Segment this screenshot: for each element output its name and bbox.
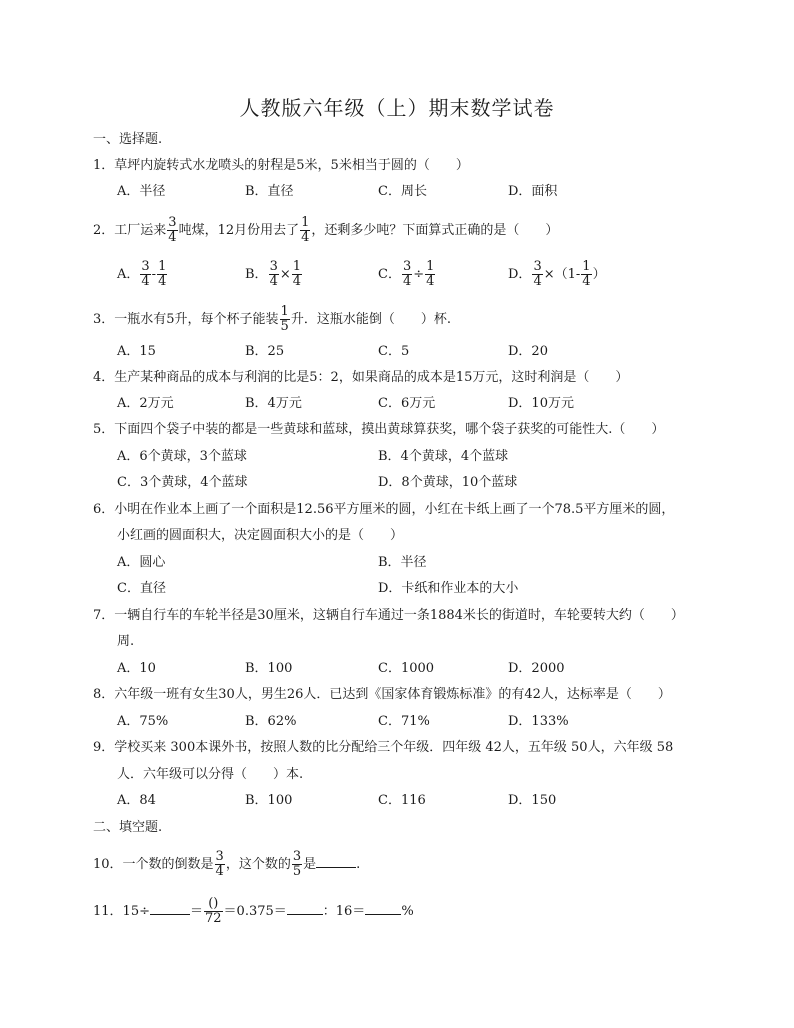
question-7-line-1: 7．一辆自行车的车轮半径是30厘米，这辆自行车通过一条1884米长的街道时，车轮要转大约（ ） (93, 608, 684, 623)
question-9-line-1: 9．学校买来 300本课外书，按照人数的比分配给三个年级．四年级 42人，五年级 50人，六年级 58 (93, 740, 674, 755)
section-fill-heading: 二、填空题. (93, 820, 163, 835)
q3-text-pre: 3．一瓶水有5升，每个杯子能装 (93, 312, 279, 327)
section-choice-heading: 一、选择题. (93, 132, 163, 147)
q7-option-c: C．1000 (378, 661, 435, 676)
q4-option-b: B．4万元 (245, 396, 302, 411)
question-11 (93, 897, 414, 926)
q6-option-a: A．圆心 (117, 555, 166, 570)
q11-fraction: $\frac{()}{72}$ (205, 896, 222, 926)
q8-option-c: C．71% (378, 714, 430, 729)
question-9-line-2: 人．六年级可以分得（ ）本. (117, 767, 304, 782)
q10-fraction-1: $\frac{3}{4}$ (215, 849, 224, 879)
q2-text-post: ，还剩多少吨？下面算式正确的是（ ） (311, 223, 559, 238)
q2-option-b: B． $\frac{3}{4}$ × $\frac{1}{4}$ (245, 259, 302, 289)
q7-option-d: D．2000 (508, 661, 565, 676)
q4-option-c: C．6万元 (378, 396, 436, 411)
question-7-line-2: 周. (117, 634, 135, 649)
q9-option-b: B．100 (245, 793, 293, 808)
q7-option-a: A．10 (117, 661, 156, 676)
q1-option-b: B．直径 (245, 184, 294, 199)
q2-fraction-2: $\frac{1}{4}$ (301, 215, 310, 245)
q5-option-b: B．4个黄球，4个蓝球 (378, 449, 509, 464)
q2-text-pre: 2．工厂运来 (93, 223, 167, 238)
q2-option-a: A． $\frac{3}{4}$ - $\frac{1}{4}$ (117, 259, 167, 289)
q9-option-d: D．150 (508, 793, 557, 808)
q11-equals-1: ＝ (189, 904, 203, 919)
q3-text-post: 升．这瓶水能倒（ ）杯. (290, 312, 451, 327)
question-3 (93, 305, 451, 334)
q2-option-c: C． $\frac{3}{4}$ ÷ $\frac{1}{4}$ (378, 259, 435, 289)
q1-option-d: D．面积 (508, 184, 558, 199)
q8-option-b: B．62% (245, 714, 297, 729)
q5-option-d: D．8个黄球，10个蓝球 (378, 475, 518, 490)
q10-period: . (356, 857, 361, 872)
q4-option-a: A．2万元 (117, 396, 174, 411)
q8-option-d: D．133% (508, 714, 569, 729)
q2-text-mid: 吨煤，12月份用去了 (178, 223, 300, 238)
q3-option-d: D．20 (508, 344, 548, 359)
q10-text-post: 是 (303, 857, 317, 872)
q1-option-a: A．半径 (117, 184, 166, 199)
question-6-line-2: 小红画的圆面积大，决定圆面积大小的是（ ） (117, 528, 404, 543)
q8-option-a: A．75% (117, 714, 169, 729)
q10-answer-blank[interactable] (316, 855, 356, 868)
q3-fraction: $\frac{1}{5}$ (280, 304, 289, 334)
q11-text-colon: ：16＝ (322, 904, 366, 919)
q3-option-a: A．15 (117, 344, 156, 359)
question-1: 1．草坪内旋转式水龙喷头的射程是5米，5米相当于圆的（ ） (93, 158, 469, 173)
q9-option-a: A．84 (117, 793, 156, 808)
question-6-line-1: 6．小明在作业本上画了一个面积是12.56平方厘米的圆，小红在卡纸上画了一个78.5平方厘米的圆， (93, 502, 675, 517)
question-2 (93, 216, 558, 245)
q10-text-mid: ，这个数的 (225, 857, 291, 872)
q10-fraction-2: $\frac{3}{5}$ (292, 849, 302, 879)
page-title: 人教版六年级（上）期末数学试卷 (239, 96, 555, 120)
q5-option-c: C．3个黄球，4个蓝球 (117, 475, 248, 490)
q4-option-d: D．10万元 (508, 396, 574, 411)
q6-option-d: D．卡纸和作业本的大小 (378, 581, 519, 596)
q11-blank-1[interactable] (150, 902, 190, 915)
q5-option-a: A．6个黄球，3个蓝球 (117, 449, 247, 464)
q9-option-c: C．116 (378, 793, 426, 808)
q11-blank-2[interactable] (287, 902, 323, 915)
q11-text-pre: 11．15÷ (93, 904, 150, 919)
question-8: 8．六年级一班有女生30人，男生26人．已达到《国家体育锻炼标准》的有42人，达标率是（ ） (93, 687, 671, 702)
q11-blank-3[interactable] (365, 902, 401, 915)
q10-text-pre: 10．一个数的倒数是 (93, 857, 214, 872)
q3-option-b: B．25 (245, 344, 285, 359)
q3-option-c: C．5 (378, 344, 410, 359)
q6-option-b: B．半径 (378, 555, 427, 570)
q1-option-c: C．周长 (378, 184, 427, 199)
q11-text-mid: ＝0.375＝ (223, 904, 287, 919)
q6-option-c: C．直径 (117, 581, 166, 596)
question-10 (93, 850, 360, 879)
question-5: 5．下面四个袋子中装的都是一些黄球和蓝球，摸出黄球算获奖，哪个袋子获奖的可能性大.（ ） (93, 422, 665, 437)
q2-fraction-1: $\frac{3}{4}$ (168, 215, 177, 245)
q2-option-d: D． $\frac{3}{4}$ ×（1- $\frac{1}{4}$ ） (508, 259, 606, 289)
q7-option-b: B．100 (245, 661, 293, 676)
question-4: 4．生产某种商品的成本与利润的比是5：2，如果商品的成本是15万元，这时利润是（ ） (93, 370, 629, 385)
q11-percent-sign: % (401, 904, 414, 919)
